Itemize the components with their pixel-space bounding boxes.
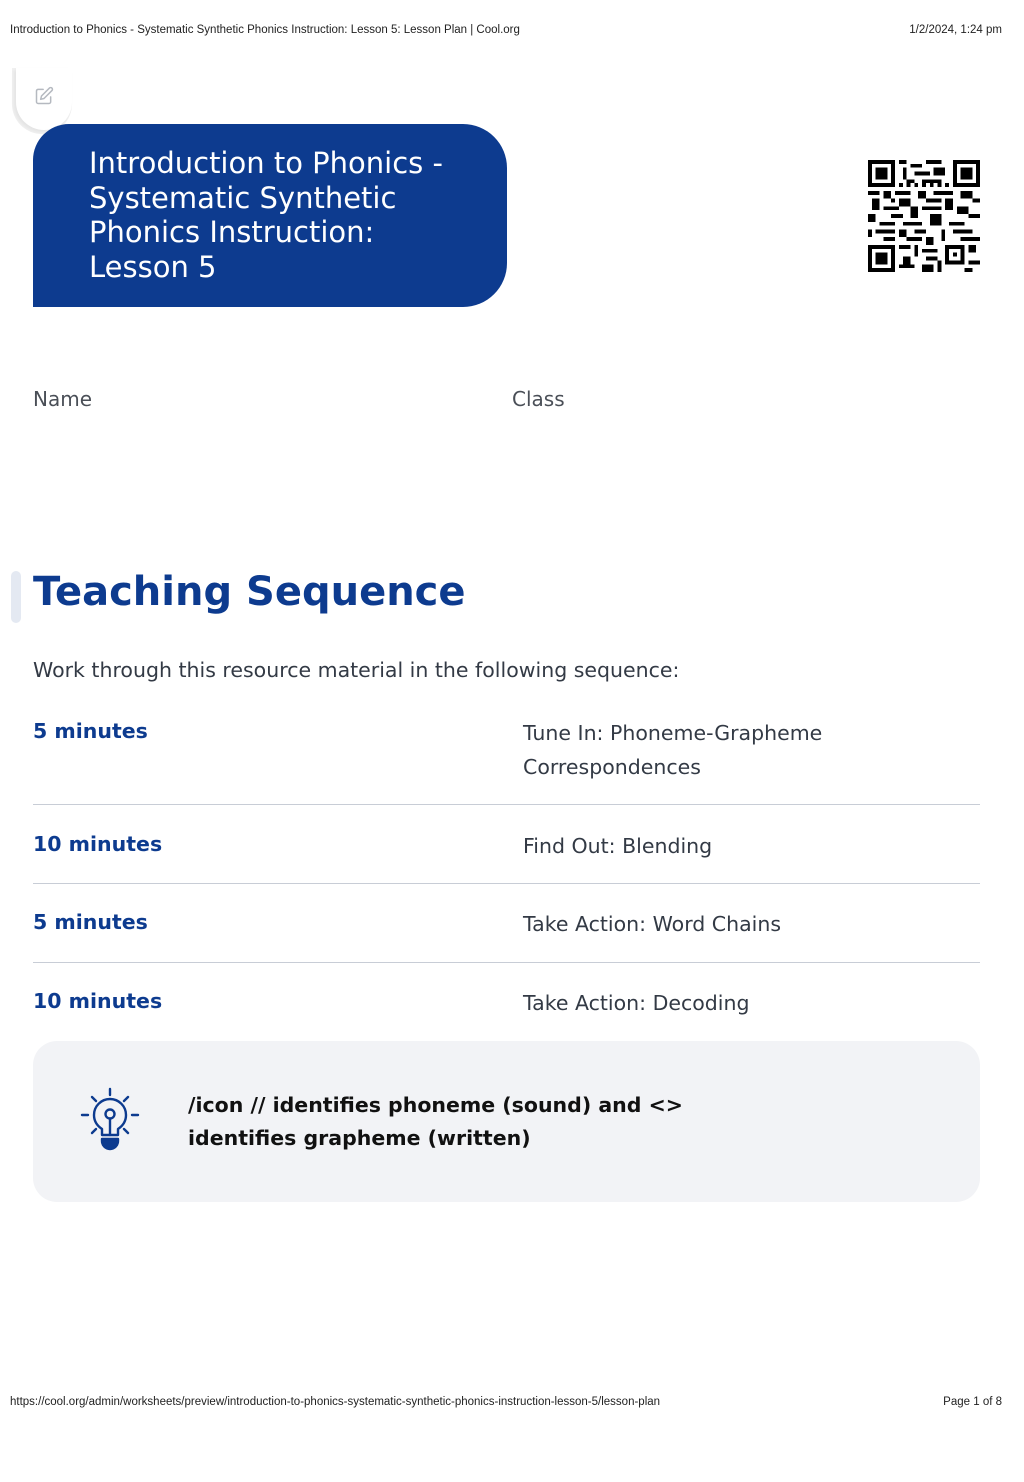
sequence-table [33,716,980,1033]
row-activity: Find Out: Blending [523,834,713,858]
tip-callout [33,1041,980,1202]
row-activity: Take Action: Decoding [523,991,750,1015]
row-duration: 5 minutes [33,719,148,743]
table-row [33,716,980,805]
name-label: Name [33,387,93,411]
qr-code-icon [868,160,980,272]
class-label: Class [512,387,565,411]
print-header [10,24,1002,36]
section-heading: Teaching Sequence [33,569,466,615]
table-row [33,805,980,884]
page-number: Page 1 of 8 [943,1396,1002,1408]
lesson-title: Introduction to Phonics - Systematic Synthetic Phonics Instruction: Lesson 5 [89,146,443,284]
title-card [33,124,507,307]
edit-icon [34,86,54,110]
row-activity: Tune In: Phoneme-Grapheme Correspondences [523,721,823,779]
row-activity: Take Action: Word Chains [523,912,782,936]
print-page-title: Introduction to Phonics - Systematic Synthetic Phonics Instruction: Lesson 5: Lesson Plan | Cool.org [10,24,520,36]
sequence-intro: Work through this resource material in the following sequence: [33,658,680,682]
print-footer [10,1396,1002,1408]
row-duration: 10 minutes [33,832,163,856]
row-duration: 5 minutes [33,910,148,934]
edit-button[interactable] [16,68,72,130]
print-url: https://cool.org/admin/worksheets/preview/introduction-to-phonics-systematic-synthetic-phonics-instruction-lesson-5/lesson-plan [10,1396,661,1408]
lightbulb-icon [79,1087,141,1151]
row-duration: 10 minutes [33,989,163,1013]
section-accent-bar [11,571,21,623]
tip-text: /icon // identifies phoneme (sound) and <> identifies grapheme (written) [188,1093,683,1150]
print-datetime: 1/2/2024, 1:24 pm [909,24,1002,36]
table-row [33,884,980,963]
table-row [33,963,980,1033]
